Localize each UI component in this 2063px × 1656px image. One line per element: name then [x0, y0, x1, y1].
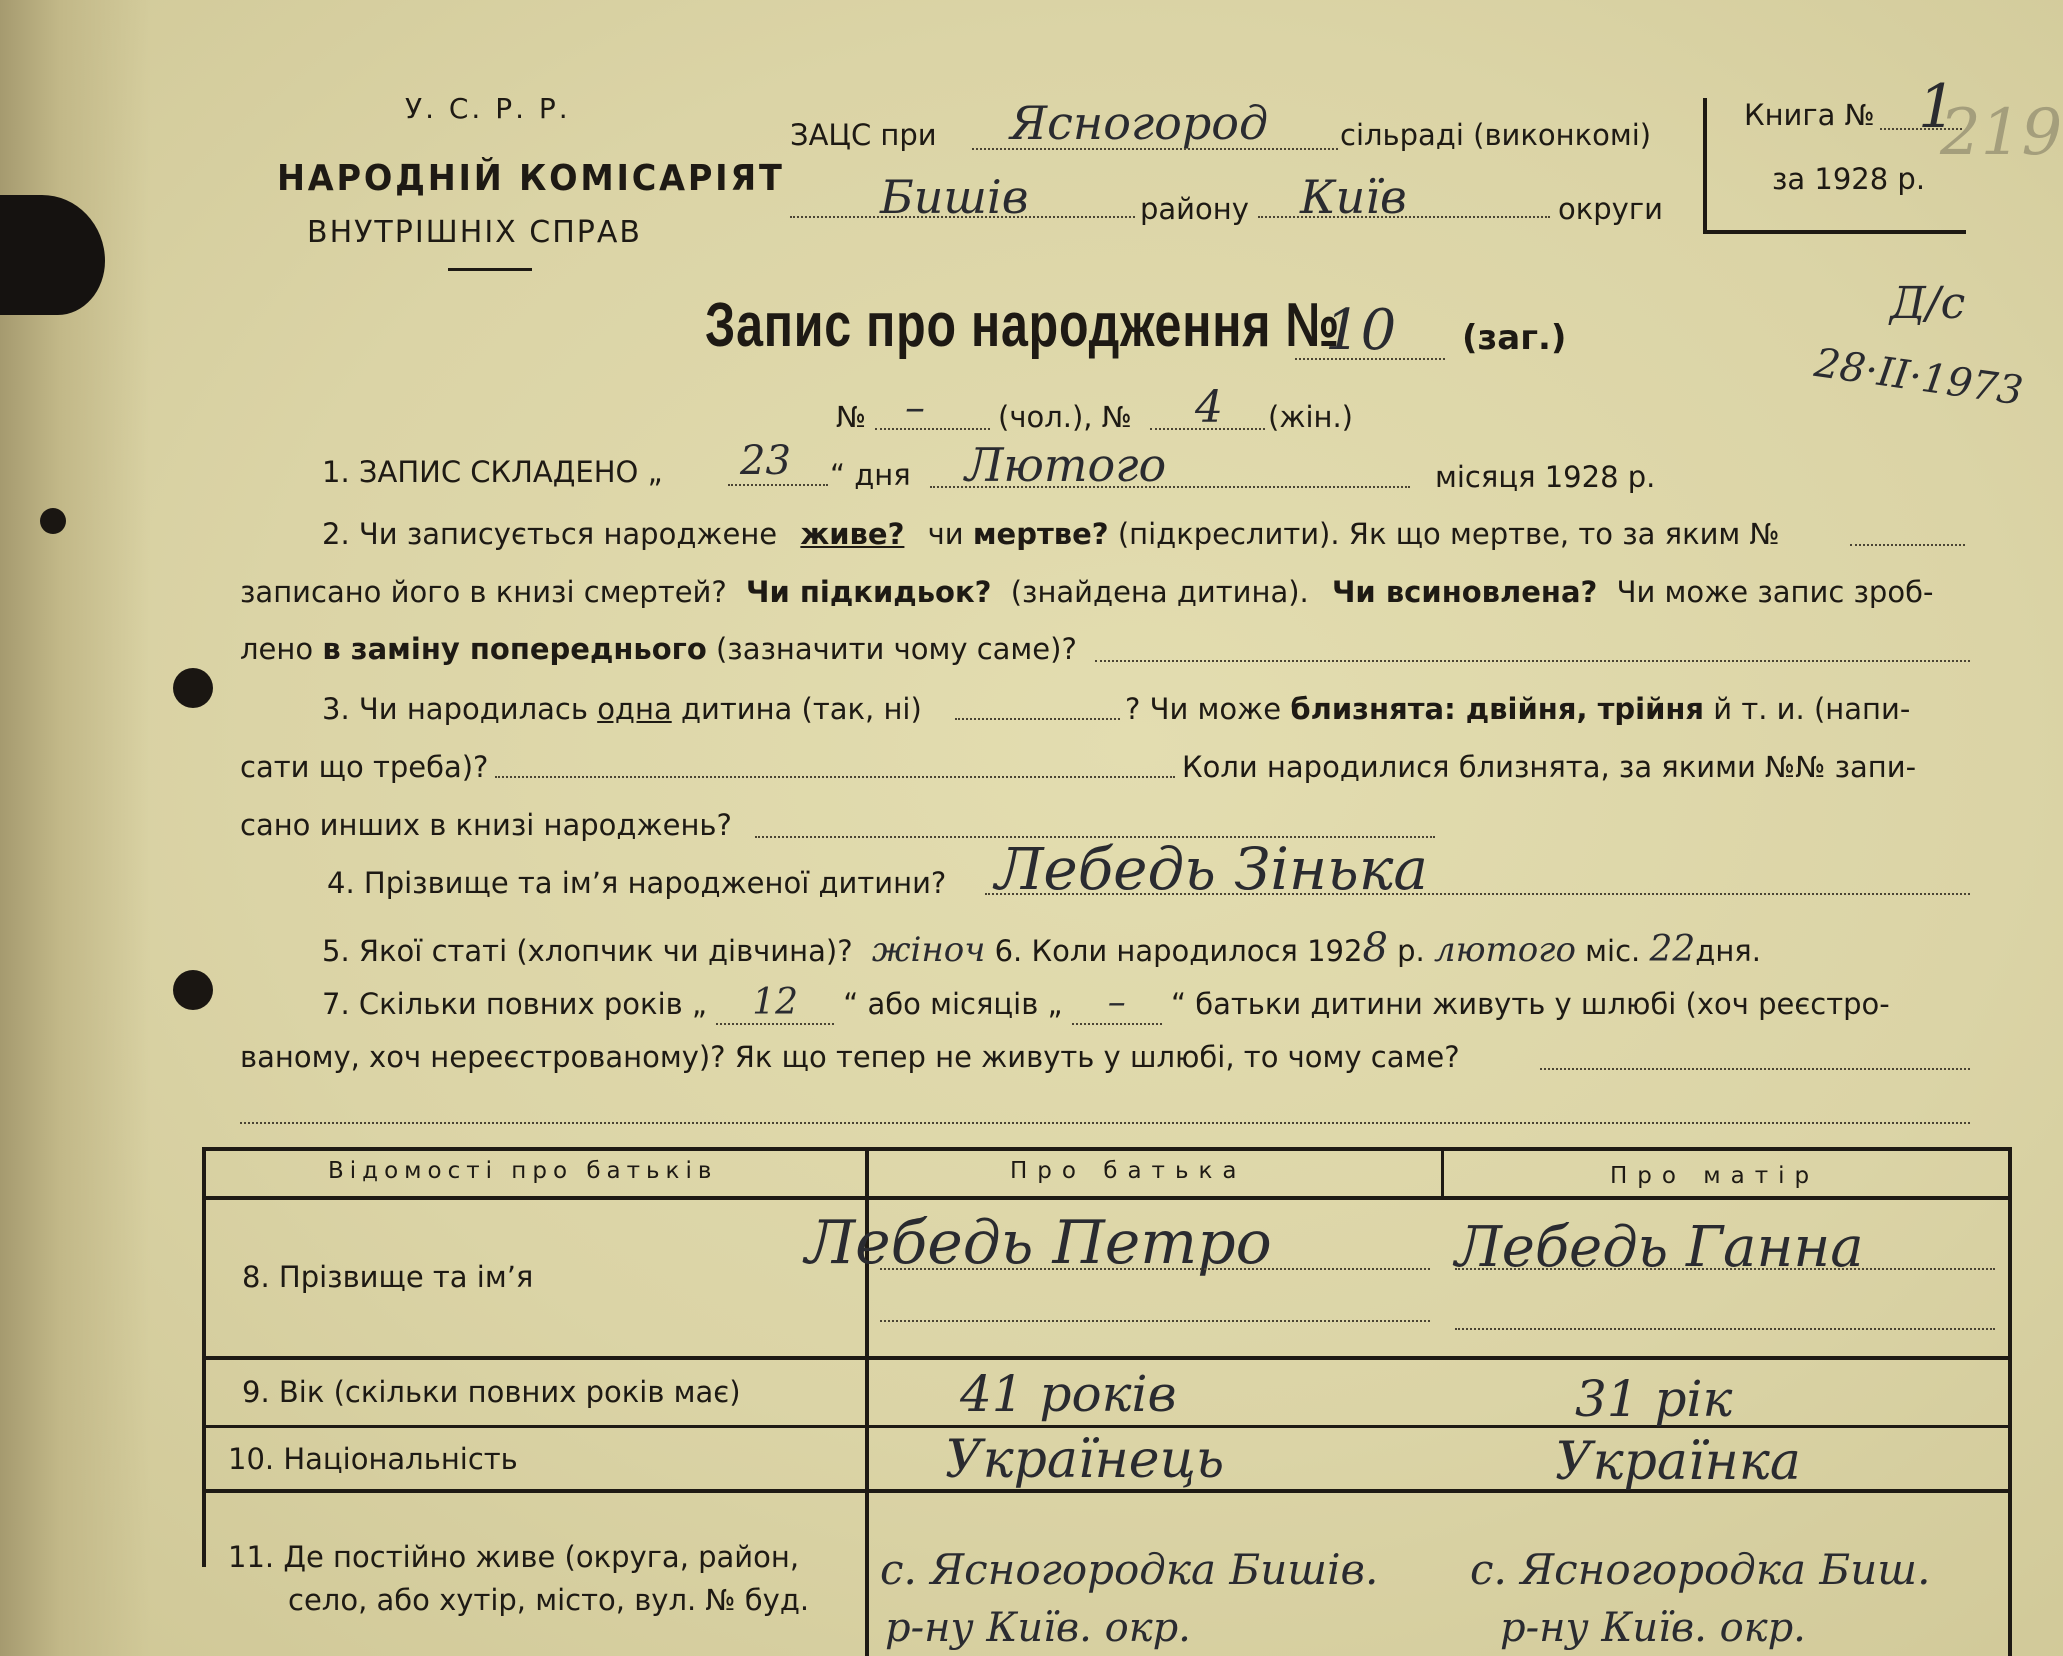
item7-line2: ваному, хоч нереєстрованому)? Як що тепер не живуть у шлюбі, то чому саме?: [240, 1040, 1460, 1074]
item3-question: 3. Чи народилась: [322, 692, 588, 726]
okrug-value[interactable]: Київ: [1300, 170, 1407, 224]
item1-day-label: “ дня: [830, 458, 911, 492]
item4-label: 4. Прізвище та ім’я народженої дитини?: [327, 866, 947, 900]
item2-replacement-q: Чи може запис зроб-: [1616, 575, 1934, 609]
row8-mother[interactable]: Лебедь Ганна: [1455, 1215, 1864, 1280]
row11-mother-2[interactable]: р-ну Київ. окр.: [1500, 1605, 1806, 1651]
row8-father-fill1: [880, 1268, 1430, 1270]
record-number[interactable]: 10: [1325, 298, 1397, 363]
item3-fill2: [495, 776, 1175, 778]
item6-month[interactable]: лютого: [1433, 930, 1576, 970]
item3-one[interactable]: одна: [597, 692, 672, 726]
row10-father[interactable]: Українець: [945, 1430, 1225, 1490]
row8-father[interactable]: Лебедь Петро: [805, 1208, 1272, 1278]
item3-fill1: [955, 718, 1120, 720]
table-col2: [1441, 1147, 1444, 1197]
row10-label: 10. Національність: [228, 1442, 518, 1476]
row8-mother-fill2: [1455, 1328, 1995, 1330]
item5-sex-value[interactable]: жіноч: [871, 930, 986, 970]
item4-child-name[interactable]: Лебедь Зінька: [995, 835, 1428, 903]
item6-label: 6. Коли народилося 192: [994, 934, 1363, 968]
table-row-8-bottom: [202, 1356, 2012, 1360]
item2-fill: [1850, 544, 1965, 546]
table-header-father: Про батька: [1010, 1158, 1247, 1184]
okrug-fill-line: [1258, 216, 1550, 218]
record-type: (заг.): [1462, 318, 1567, 358]
item3-line2a: сати що треба)?: [240, 750, 489, 784]
item2-adopted: Чи всиновлена?: [1331, 575, 1598, 609]
row11-father[interactable]: с. Ясногородка Бишів.: [880, 1545, 1379, 1594]
zags-suffix: сільраді (виконкомі): [1340, 118, 1652, 152]
book-label: Книга №: [1744, 98, 1875, 132]
item7-months-label: “ або місяців „: [843, 987, 1063, 1021]
male-fill: [875, 428, 990, 430]
book-corner-number: 219: [1940, 96, 2063, 170]
female-fill: [1150, 428, 1265, 430]
table-row-9-bottom: [202, 1425, 2012, 1428]
item3-twins: близнята: двійня, трійня: [1290, 692, 1705, 726]
department-label: ВНУТРІШНІХ СПРАВ: [307, 215, 642, 250]
item5-line: [322, 925, 1761, 971]
item1-day[interactable]: 23: [740, 438, 791, 484]
republic-label: У. С. Р. Р.: [405, 92, 571, 125]
item6-year[interactable]: 8: [1362, 925, 1388, 971]
district-value[interactable]: Бишів: [880, 170, 1029, 224]
item2-line3: [240, 632, 1077, 666]
item1-label: 1. ЗАПИС СКЛАДЕНО „: [322, 455, 663, 489]
item2-explain: (зазначити чому саме)?: [715, 632, 1077, 666]
item2-if-dead: (підкреслити). Як що мертве, то за яким №: [1117, 517, 1780, 551]
table-header-mother: Про матір: [1610, 1163, 1820, 1189]
item5-sex-label: 5. Якої статі (хлопчик чи дівчина)?: [322, 934, 853, 968]
item7-married-label: “ батьки дитини живуть у шлюбі (хоч реєстро-: [1170, 987, 1890, 1021]
table-header-parents: Відомості про батьків: [328, 1158, 718, 1184]
table-header-bottom: [202, 1196, 2012, 1200]
item7-line1: [322, 982, 1890, 1023]
item3-maybe: ? Чи може: [1125, 692, 1282, 726]
table-right: [2008, 1147, 2012, 1656]
item2-foundling: Чи підкидьок?: [746, 575, 992, 609]
item7-months[interactable]: –: [1072, 982, 1162, 1025]
row9-father[interactable]: 41 років: [960, 1365, 1177, 1423]
item2-line2: [240, 575, 1933, 609]
item2-dead[interactable]: мертве?: [972, 517, 1109, 551]
item1-month[interactable]: Лютого: [965, 438, 1167, 492]
item2-line1a: [322, 517, 1780, 551]
item3-child: дитина (так, ні): [680, 692, 922, 726]
item3-line3: сано инших в книзі народжень?: [240, 808, 732, 842]
archive-mark: Д/с: [1890, 278, 1966, 329]
item2-alive[interactable]: живе?: [800, 517, 905, 551]
table-top: [202, 1147, 2012, 1151]
item2-death-book: записано його в книзі смертей?: [240, 575, 727, 609]
book-year: за 1928 р.: [1772, 162, 1926, 196]
row9-label: 9. Вік (скільки повних років має): [242, 1375, 741, 1409]
okrug-label: округи: [1558, 192, 1663, 226]
item2-lено: лено: [240, 632, 314, 666]
item6-day[interactable]: 22: [1649, 929, 1696, 970]
row10-mother[interactable]: Українка: [1555, 1432, 1801, 1492]
male-number[interactable]: –: [905, 385, 925, 431]
book-box-left: [1703, 98, 1707, 232]
item3-etc: й т. и. (напи-: [1713, 692, 1911, 726]
archive-date: 28·II·1973: [1811, 340, 2026, 415]
sub-no-label: №: [836, 400, 867, 434]
zags-value[interactable]: Ясногород: [1010, 96, 1269, 150]
row11-label-2: село, або хутір, місто, вул. № буд.: [288, 1583, 810, 1617]
item7-years[interactable]: 12: [716, 982, 834, 1025]
zags-fill-line: [972, 148, 1338, 150]
item2-question: 2. Чи записується народжене: [322, 517, 778, 551]
record-number-fill: [1295, 358, 1445, 360]
item2-found-child: (знайдена дитина).: [1010, 575, 1309, 609]
item7-fill1: [1540, 1068, 1970, 1070]
item7-fill2: [240, 1122, 1970, 1124]
district-label: району: [1140, 192, 1249, 226]
item3-line1b: [1125, 692, 1910, 726]
row9-mother[interactable]: 31 рік: [1575, 1370, 1733, 1428]
zags-prefix: ЗАЦС при: [790, 118, 937, 152]
item1-month-fill: [930, 486, 1410, 488]
item6-year-label: р.: [1397, 934, 1425, 968]
header-divider: [448, 268, 532, 271]
row11-label: 11. Де постійно живе (округа, район,: [228, 1540, 800, 1574]
item6-month-label: міс.: [1585, 934, 1641, 968]
row8-label: 8. Прізвище та ім’я: [242, 1260, 534, 1294]
book-box-bottom: [1703, 230, 1966, 234]
item2-replacement: в заміну попереднього: [322, 632, 707, 666]
item1-day-fill: [728, 484, 828, 486]
row8-father-fill2: [880, 1320, 1430, 1322]
punch-hole: [40, 508, 66, 534]
item2-line3-fill: [1095, 660, 1970, 662]
female-number[interactable]: 4: [1195, 382, 1223, 433]
item6-day-label: дня.: [1695, 934, 1761, 968]
item2-or: чи: [927, 517, 964, 551]
punch-hole: [173, 668, 213, 708]
row8-mother-fill1: [1455, 1268, 1995, 1270]
male-label: (чол.), №: [998, 400, 1132, 434]
row11-father-2[interactable]: р-ну Київ. окр.: [885, 1605, 1191, 1651]
punch-hole: [173, 970, 213, 1010]
item3-line1: [322, 692, 922, 726]
row11-mother[interactable]: с. Ясногородка Биш.: [1470, 1545, 1931, 1594]
item3-line2b: Коли народилися близнята, за якими №№ запи-: [1182, 750, 1917, 784]
item1-month-label: місяця 1928 р.: [1435, 460, 1656, 494]
district-fill-line: [790, 216, 1135, 218]
item7-years-label: 7. Скільки повних років „: [322, 987, 707, 1021]
record-title: Запис про народження №: [705, 291, 1341, 360]
female-label: (жін.): [1268, 400, 1353, 434]
commissariat-label: НАРОДНІЙ КОМІСАРІЯТ: [277, 158, 785, 199]
book-number[interactable]: 1: [1918, 72, 1957, 142]
item4-fill: [985, 893, 1970, 895]
